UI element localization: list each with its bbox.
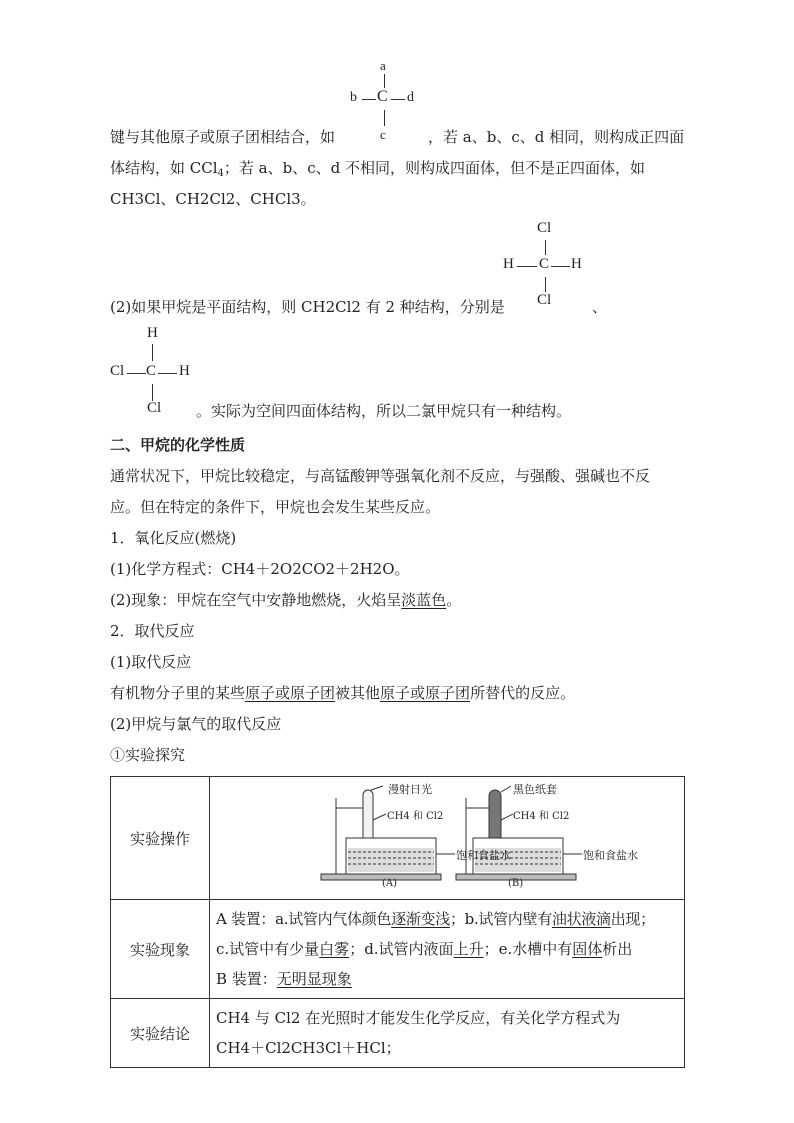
bond-bottom [545, 277, 546, 292]
underlined-answer: 上升 [453, 940, 484, 958]
text: 键与其他原子或原子团相结合，如 [110, 128, 336, 146]
paragraph-line [110, 157, 645, 179]
subscript: 4 [217, 168, 224, 179]
atom-h-right: H [179, 363, 190, 379]
label-gas-a: CH4 和 Cl2 [387, 811, 444, 822]
row-label-conclusion: 实验结论 [111, 999, 210, 1068]
text: (2)现象：甲烷在空气中安静地燃烧，火焰呈 [110, 591, 402, 609]
underlined-answer: 无明显现象 [276, 970, 352, 988]
bond-left [517, 266, 537, 267]
substituent-a: a [380, 58, 386, 73]
paragraph-line [110, 188, 316, 210]
carbon-atom: C [539, 256, 550, 272]
underlined-answer: 油状液滴 [551, 910, 611, 928]
subheading: 1．氧化反应(燃烧) [110, 529, 237, 547]
text: (2)如果甲烷是平面结构，则 CH2Cl2 有 2 种结构，分别是 [110, 298, 505, 316]
section-heading: 二、甲烷的化学性质 [110, 436, 246, 454]
text: A 装置：a.试管内气体颜色 [216, 910, 392, 928]
phenomenon-line-1 [216, 904, 678, 934]
subheading: (2)甲烷与氯气的取代反应 [110, 715, 282, 733]
bond-right [551, 266, 570, 267]
table-row [111, 777, 685, 900]
substituent-d: d [407, 90, 414, 105]
substituent-b: b [350, 90, 357, 105]
text: ；e.水槽中有 [483, 940, 573, 958]
experiment-table [110, 776, 685, 1068]
underlined-answer: 固体 [572, 940, 603, 958]
caption-a: (A) [382, 878, 398, 889]
text: ；d.试管内液面 [349, 940, 454, 958]
bond-bottom [384, 110, 385, 126]
paragraph-line [428, 126, 684, 148]
text: ；若 a、b、c、d 不相同，则构成四面体，但不是正四面体，如 [223, 159, 645, 177]
atom-h-left: H [503, 256, 514, 272]
observation-line [110, 589, 461, 611]
text: 析出 [602, 940, 633, 958]
atom-cl-top: Cl [537, 220, 552, 236]
conclusion-cell [210, 999, 685, 1068]
text: 出现； [610, 910, 655, 928]
table-row [111, 900, 685, 999]
bond-right [391, 99, 405, 100]
atom-h-right: H [571, 256, 582, 272]
text: 。 [446, 591, 462, 609]
label-brine-a: 饱和食盐水 [456, 849, 511, 862]
text: 所替代的反应。 [470, 684, 576, 702]
atom-h-top: H [147, 325, 158, 341]
bond-left [362, 99, 376, 100]
text: ；b.试管内壁有 [449, 910, 552, 928]
substituent-c: c [380, 127, 386, 142]
label-gas-b: CH4 和 Cl2 [513, 811, 570, 822]
subheading: 2．取代反应 [110, 622, 195, 640]
bond-right [158, 373, 177, 374]
carbon-atom: C [377, 88, 388, 105]
table-row [111, 999, 685, 1068]
text: ，若 a、b、c、d 相同，则构成正四面 [428, 128, 685, 146]
text: CH3Cl、CH2Cl2、CHCl3。 [110, 190, 316, 208]
apparatus-a [321, 786, 455, 880]
carbon-atom: C [146, 363, 157, 379]
paragraph-line: 通常状况下，甲烷比较稳定，与高锰酸钾等强氧化剂不反应，与强酸、强碱也不反 [110, 467, 651, 485]
text: 。实际为空间四面体结构，所以二氯甲烷只有一种结构。 [196, 402, 572, 420]
definition-line [110, 682, 575, 704]
paragraph-line [110, 126, 335, 148]
underlined-answer: 逐渐变浅 [391, 910, 450, 928]
paragraph-line [592, 296, 607, 318]
underlined-answer: 淡蓝色 [401, 591, 447, 609]
bond-top [545, 240, 546, 255]
label-brine-b: 饱和食盐水 [583, 849, 638, 862]
atom-cl-bottom: Cl [147, 400, 162, 416]
text: 被其他 [335, 684, 381, 702]
paragraph-line [196, 400, 571, 422]
bond-top [152, 344, 153, 361]
experiment-apparatus-figure [211, 778, 683, 898]
paragraph-line: 应。但在特定的条件下，甲烷也会发生某些反应。 [110, 498, 441, 516]
text: 有机物分子里的某些 [110, 684, 246, 702]
equation-line: (1)化学方程式：CH4＋2O2CO2＋2H2O。 [110, 560, 410, 578]
underlined-answer: 原子或原子团 [380, 684, 471, 702]
caption-b: (B) [508, 878, 524, 889]
atom-cl-bottom: Cl [537, 292, 552, 308]
bond-bottom [152, 384, 153, 401]
subheading: ①实验探究 [110, 746, 186, 764]
phenomenon-cell [210, 900, 685, 999]
label-black-cover: 黑色纸套 [513, 783, 557, 796]
apparatus-b [456, 786, 582, 880]
row-label-operation: 实验操作 [111, 777, 210, 900]
bond-left [127, 373, 146, 374]
text: B 装置： [216, 970, 277, 988]
paragraph-line [110, 296, 505, 318]
phenomenon-line-3 [216, 964, 678, 994]
text: 体结构，如 CCl [110, 159, 218, 177]
bond-top [384, 74, 385, 88]
conclusion-line-1: CH4 与 Cl2 在光照时才能发生化学反应，有关化学方程式为 [216, 1009, 621, 1027]
subheading: (1)取代反应 [110, 653, 192, 671]
conclusion-line-2: CH4＋Cl2CH3Cl＋HCl； [216, 1039, 401, 1057]
experiment-figure-cell [210, 777, 685, 900]
text: 、 [592, 298, 608, 316]
atom-cl-left: Cl [110, 363, 125, 379]
text: c.试管中有少量 [216, 940, 320, 958]
underlined-answer: 白雾 [319, 940, 350, 958]
phenomenon-line-2 [216, 934, 678, 964]
underlined-answer: 原子或原子团 [245, 684, 336, 702]
label-diffuse-light: 漫射日光 [388, 783, 432, 796]
row-label-phenomenon: 实验现象 [111, 900, 210, 999]
